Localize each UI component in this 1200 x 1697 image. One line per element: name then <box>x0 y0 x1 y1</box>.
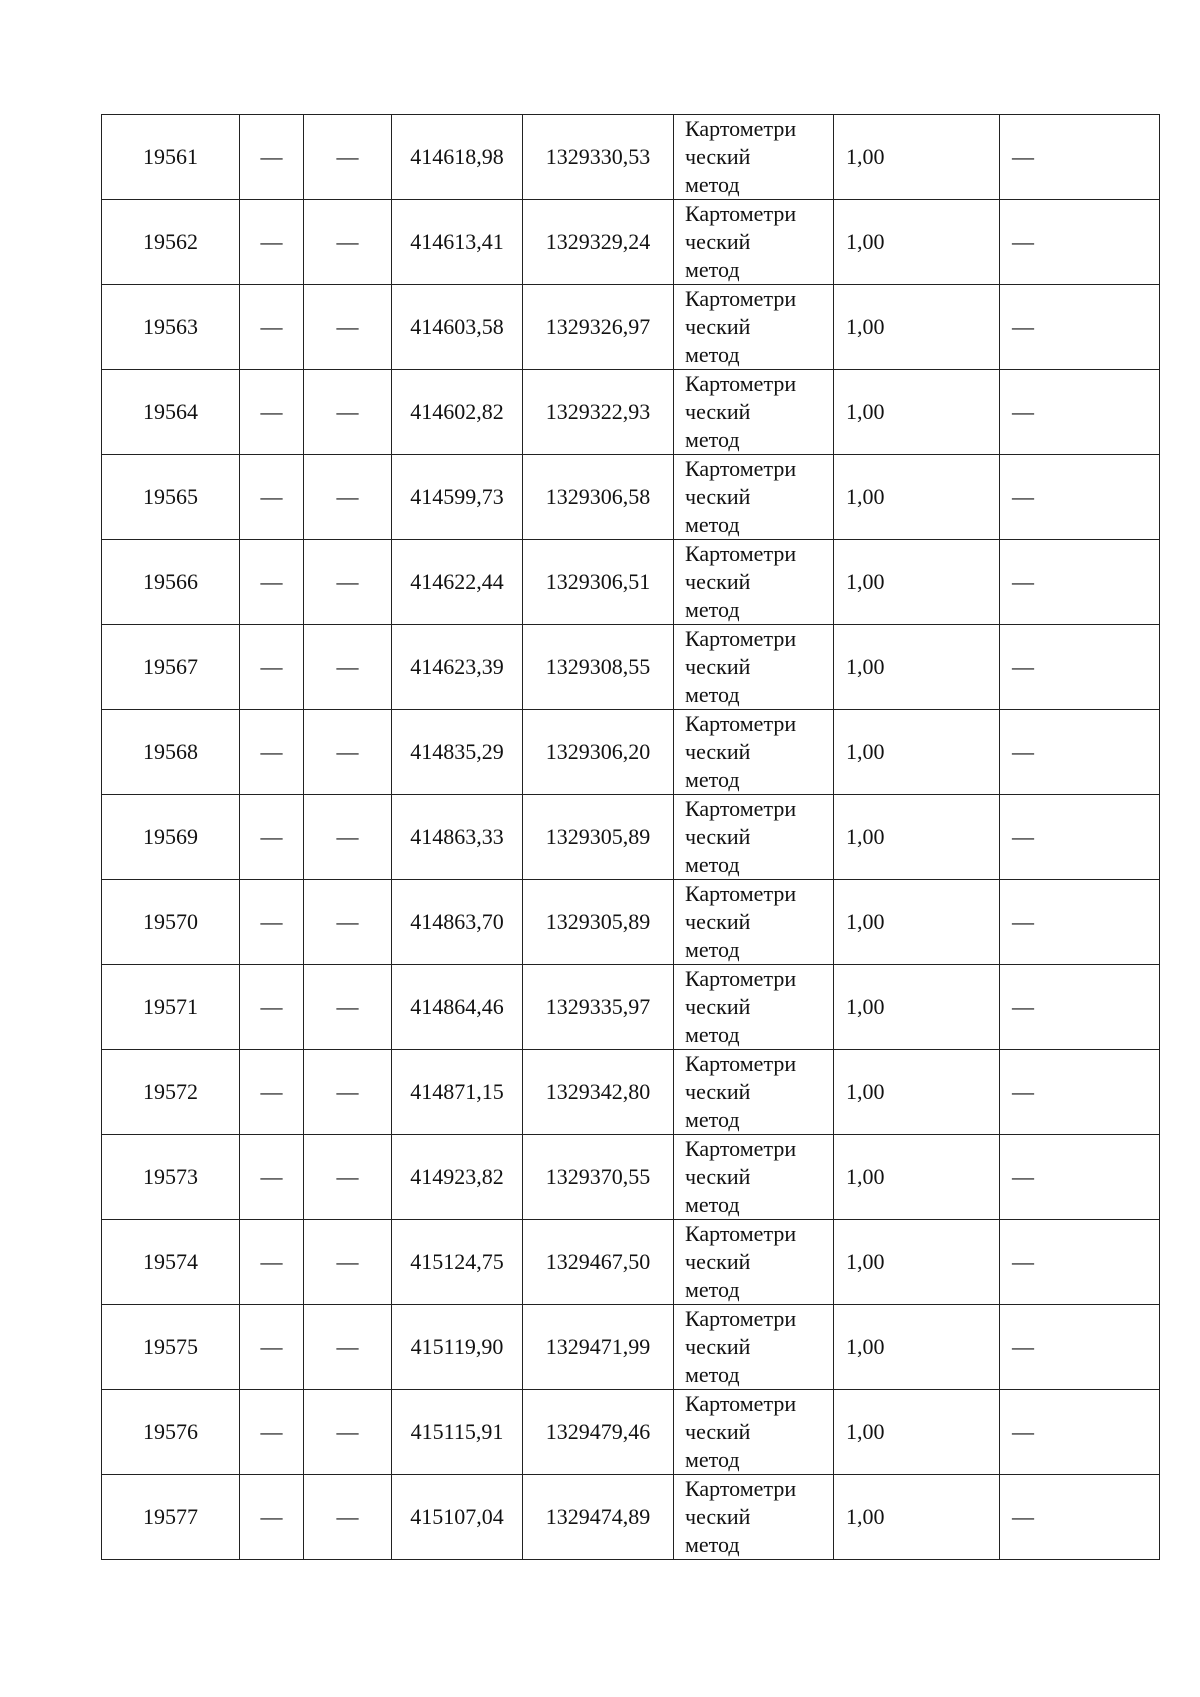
empty-cell-last: — <box>1000 1390 1160 1475</box>
empty-cell-2: — <box>240 200 304 285</box>
accuracy-cell: 1,00 <box>834 115 1000 200</box>
x-coordinate-cell: 414599,73 <box>392 455 523 540</box>
method-line: метод <box>685 1532 740 1557</box>
point-number-cell: 19574 <box>102 1220 240 1305</box>
point-number-cell: 19575 <box>102 1305 240 1390</box>
method-line: Картометри <box>685 966 797 991</box>
method-line: метод <box>685 767 740 792</box>
method-line: ческий <box>685 484 751 509</box>
y-coordinate-cell: 1329471,99 <box>523 1305 674 1390</box>
method-line: Картометри <box>685 881 797 906</box>
point-number-cell: 19567 <box>102 625 240 710</box>
method-line: Картометри <box>685 456 797 481</box>
empty-cell-3: — <box>304 880 392 965</box>
accuracy-cell: 1,00 <box>834 1050 1000 1135</box>
method-cell <box>674 1050 834 1135</box>
accuracy-cell: 1,00 <box>834 795 1000 880</box>
method-line: метод <box>685 1022 740 1047</box>
method-cell <box>674 455 834 540</box>
method-line: метод <box>685 1362 740 1387</box>
method-line: метод <box>685 1192 740 1217</box>
x-coordinate-cell: 414622,44 <box>392 540 523 625</box>
table-row <box>102 880 1160 965</box>
table-row <box>102 1475 1160 1560</box>
table-row <box>102 370 1160 455</box>
accuracy-cell: 1,00 <box>834 200 1000 285</box>
empty-cell-last: — <box>1000 455 1160 540</box>
method-line: ческий <box>685 824 751 849</box>
point-number-cell: 19576 <box>102 1390 240 1475</box>
y-coordinate-cell: 1329308,55 <box>523 625 674 710</box>
y-coordinate-cell: 1329467,50 <box>523 1220 674 1305</box>
empty-cell-2: — <box>240 285 304 370</box>
point-number-cell: 19565 <box>102 455 240 540</box>
x-coordinate-cell: 414871,15 <box>392 1050 523 1135</box>
empty-cell-2: — <box>240 965 304 1050</box>
empty-cell-2: — <box>240 880 304 965</box>
table-row <box>102 1050 1160 1135</box>
method-cell <box>674 880 834 965</box>
method-cell <box>674 795 834 880</box>
point-number-cell: 19569 <box>102 795 240 880</box>
empty-cell-last: — <box>1000 370 1160 455</box>
x-coordinate-cell: 414603,58 <box>392 285 523 370</box>
table-row <box>102 625 1160 710</box>
point-number-cell: 19566 <box>102 540 240 625</box>
empty-cell-3: — <box>304 370 392 455</box>
method-line: метод <box>685 852 740 877</box>
method-line: ческий <box>685 654 751 679</box>
empty-cell-2: — <box>240 1220 304 1305</box>
empty-cell-3: — <box>304 115 392 200</box>
empty-cell-2: — <box>240 1305 304 1390</box>
table-row <box>102 795 1160 880</box>
x-coordinate-cell: 414602,82 <box>392 370 523 455</box>
empty-cell-2: — <box>240 1390 304 1475</box>
accuracy-cell: 1,00 <box>834 1390 1000 1475</box>
method-line: ческий <box>685 229 751 254</box>
table-row <box>102 1390 1160 1475</box>
empty-cell-2: — <box>240 455 304 540</box>
y-coordinate-cell: 1329329,24 <box>523 200 674 285</box>
empty-cell-last: — <box>1000 1305 1160 1390</box>
empty-cell-3: — <box>304 285 392 370</box>
method-line: ческий <box>685 994 751 1019</box>
method-line: метод <box>685 682 740 707</box>
method-cell <box>674 285 834 370</box>
method-line: ческий <box>685 1249 751 1274</box>
accuracy-cell: 1,00 <box>834 965 1000 1050</box>
method-line: ческий <box>685 144 751 169</box>
method-line: Картометри <box>685 626 797 651</box>
method-line: Картометри <box>685 371 797 396</box>
y-coordinate-cell: 1329322,93 <box>523 370 674 455</box>
y-coordinate-cell: 1329326,97 <box>523 285 674 370</box>
empty-cell-last: — <box>1000 1135 1160 1220</box>
method-line: ческий <box>685 1334 751 1359</box>
table-row <box>102 710 1160 795</box>
method-line: ческий <box>685 739 751 764</box>
empty-cell-2: — <box>240 710 304 795</box>
empty-cell-2: — <box>240 1475 304 1560</box>
method-line: Картометри <box>685 116 797 141</box>
method-cell <box>674 965 834 1050</box>
point-number-cell: 19563 <box>102 285 240 370</box>
accuracy-cell: 1,00 <box>834 455 1000 540</box>
empty-cell-3: — <box>304 1220 392 1305</box>
method-cell <box>674 1475 834 1560</box>
table-row <box>102 1220 1160 1305</box>
x-coordinate-cell: 414863,70 <box>392 880 523 965</box>
x-coordinate-cell: 414618,98 <box>392 115 523 200</box>
accuracy-cell: 1,00 <box>834 625 1000 710</box>
empty-cell-2: — <box>240 115 304 200</box>
table-row <box>102 1305 1160 1390</box>
method-line: ческий <box>685 314 751 339</box>
table-row <box>102 115 1160 200</box>
empty-cell-3: — <box>304 625 392 710</box>
point-number-cell: 19572 <box>102 1050 240 1135</box>
coordinates-table <box>101 114 1160 1560</box>
empty-cell-2: — <box>240 625 304 710</box>
accuracy-cell: 1,00 <box>834 1305 1000 1390</box>
empty-cell-last: — <box>1000 795 1160 880</box>
method-line: Картометри <box>685 541 797 566</box>
accuracy-cell: 1,00 <box>834 285 1000 370</box>
method-line: Картометри <box>685 1306 797 1331</box>
empty-cell-last: — <box>1000 200 1160 285</box>
accuracy-cell: 1,00 <box>834 540 1000 625</box>
method-cell <box>674 370 834 455</box>
method-line: метод <box>685 1107 740 1132</box>
table-row <box>102 200 1160 285</box>
empty-cell-2: — <box>240 795 304 880</box>
empty-cell-3: — <box>304 1050 392 1135</box>
x-coordinate-cell: 414863,33 <box>392 795 523 880</box>
point-number-cell: 19564 <box>102 370 240 455</box>
empty-cell-3: — <box>304 965 392 1050</box>
y-coordinate-cell: 1329306,20 <box>523 710 674 795</box>
method-line: Картометри <box>685 286 797 311</box>
y-coordinate-cell: 1329306,51 <box>523 540 674 625</box>
method-line: Картометри <box>685 796 797 821</box>
empty-cell-last: — <box>1000 965 1160 1050</box>
method-cell <box>674 710 834 795</box>
method-line: Картометри <box>685 1136 797 1161</box>
y-coordinate-cell: 1329370,55 <box>523 1135 674 1220</box>
method-line: ческий <box>685 1079 751 1104</box>
method-line: метод <box>685 1447 740 1472</box>
y-coordinate-cell: 1329305,89 <box>523 795 674 880</box>
empty-cell-last: — <box>1000 540 1160 625</box>
x-coordinate-cell: 414923,82 <box>392 1135 523 1220</box>
method-line: Картометри <box>685 1391 797 1416</box>
table-row <box>102 540 1160 625</box>
method-cell <box>674 625 834 710</box>
point-number-cell: 19573 <box>102 1135 240 1220</box>
y-coordinate-cell: 1329335,97 <box>523 965 674 1050</box>
point-number-cell: 19571 <box>102 965 240 1050</box>
accuracy-cell: 1,00 <box>834 880 1000 965</box>
y-coordinate-cell: 1329479,46 <box>523 1390 674 1475</box>
empty-cell-last: — <box>1000 1475 1160 1560</box>
empty-cell-3: — <box>304 1135 392 1220</box>
accuracy-cell: 1,00 <box>834 710 1000 795</box>
x-coordinate-cell: 414623,39 <box>392 625 523 710</box>
empty-cell-3: — <box>304 455 392 540</box>
method-line: метод <box>685 1277 740 1302</box>
method-line: ческий <box>685 1419 751 1444</box>
method-line: Картометри <box>685 1221 797 1246</box>
y-coordinate-cell: 1329306,58 <box>523 455 674 540</box>
method-cell <box>674 1135 834 1220</box>
empty-cell-3: — <box>304 540 392 625</box>
empty-cell-3: — <box>304 1305 392 1390</box>
point-number-cell: 19570 <box>102 880 240 965</box>
empty-cell-3: — <box>304 1475 392 1560</box>
x-coordinate-cell: 414613,41 <box>392 200 523 285</box>
method-cell <box>674 1305 834 1390</box>
method-cell <box>674 115 834 200</box>
method-cell <box>674 1220 834 1305</box>
method-line: метод <box>685 512 740 537</box>
table-row <box>102 965 1160 1050</box>
method-line: ческий <box>685 1164 751 1189</box>
x-coordinate-cell: 414835,29 <box>392 710 523 795</box>
empty-cell-last: — <box>1000 1220 1160 1305</box>
method-line: ческий <box>685 1504 751 1529</box>
method-line: Картометри <box>685 711 797 736</box>
method-cell <box>674 200 834 285</box>
x-coordinate-cell: 415124,75 <box>392 1220 523 1305</box>
accuracy-cell: 1,00 <box>834 1475 1000 1560</box>
point-number-cell: 19561 <box>102 115 240 200</box>
x-coordinate-cell: 415115,91 <box>392 1390 523 1475</box>
y-coordinate-cell: 1329330,53 <box>523 115 674 200</box>
accuracy-cell: 1,00 <box>834 1220 1000 1305</box>
method-cell <box>674 540 834 625</box>
empty-cell-last: — <box>1000 710 1160 795</box>
x-coordinate-cell: 415107,04 <box>392 1475 523 1560</box>
y-coordinate-cell: 1329474,89 <box>523 1475 674 1560</box>
empty-cell-2: — <box>240 540 304 625</box>
empty-cell-2: — <box>240 370 304 455</box>
method-line: метод <box>685 342 740 367</box>
method-line: ческий <box>685 399 751 424</box>
y-coordinate-cell: 1329305,89 <box>523 880 674 965</box>
empty-cell-3: — <box>304 710 392 795</box>
empty-cell-last: — <box>1000 1050 1160 1135</box>
empty-cell-last: — <box>1000 625 1160 710</box>
table-row <box>102 1135 1160 1220</box>
method-line: Картометри <box>685 201 797 226</box>
point-number-cell: 19568 <box>102 710 240 795</box>
empty-cell-2: — <box>240 1135 304 1220</box>
method-line: Картометри <box>685 1051 797 1076</box>
empty-cell-last: — <box>1000 285 1160 370</box>
method-line: Картометри <box>685 1476 797 1501</box>
method-line: метод <box>685 427 740 452</box>
method-line: ческий <box>685 569 751 594</box>
table-body <box>102 115 1160 1560</box>
x-coordinate-cell: 415119,90 <box>392 1305 523 1390</box>
x-coordinate-cell: 414864,46 <box>392 965 523 1050</box>
empty-cell-last: — <box>1000 880 1160 965</box>
empty-cell-3: — <box>304 1390 392 1475</box>
accuracy-cell: 1,00 <box>834 1135 1000 1220</box>
accuracy-cell: 1,00 <box>834 370 1000 455</box>
method-line: метод <box>685 597 740 622</box>
empty-cell-2: — <box>240 1050 304 1135</box>
point-number-cell: 19562 <box>102 200 240 285</box>
y-coordinate-cell: 1329342,80 <box>523 1050 674 1135</box>
empty-cell-3: — <box>304 795 392 880</box>
method-line: метод <box>685 257 740 282</box>
method-line: метод <box>685 172 740 197</box>
method-line: метод <box>685 937 740 962</box>
point-number-cell: 19577 <box>102 1475 240 1560</box>
method-line: ческий <box>685 909 751 934</box>
table-row <box>102 285 1160 370</box>
table-row <box>102 455 1160 540</box>
empty-cell-last: — <box>1000 115 1160 200</box>
empty-cell-3: — <box>304 200 392 285</box>
method-cell <box>674 1390 834 1475</box>
